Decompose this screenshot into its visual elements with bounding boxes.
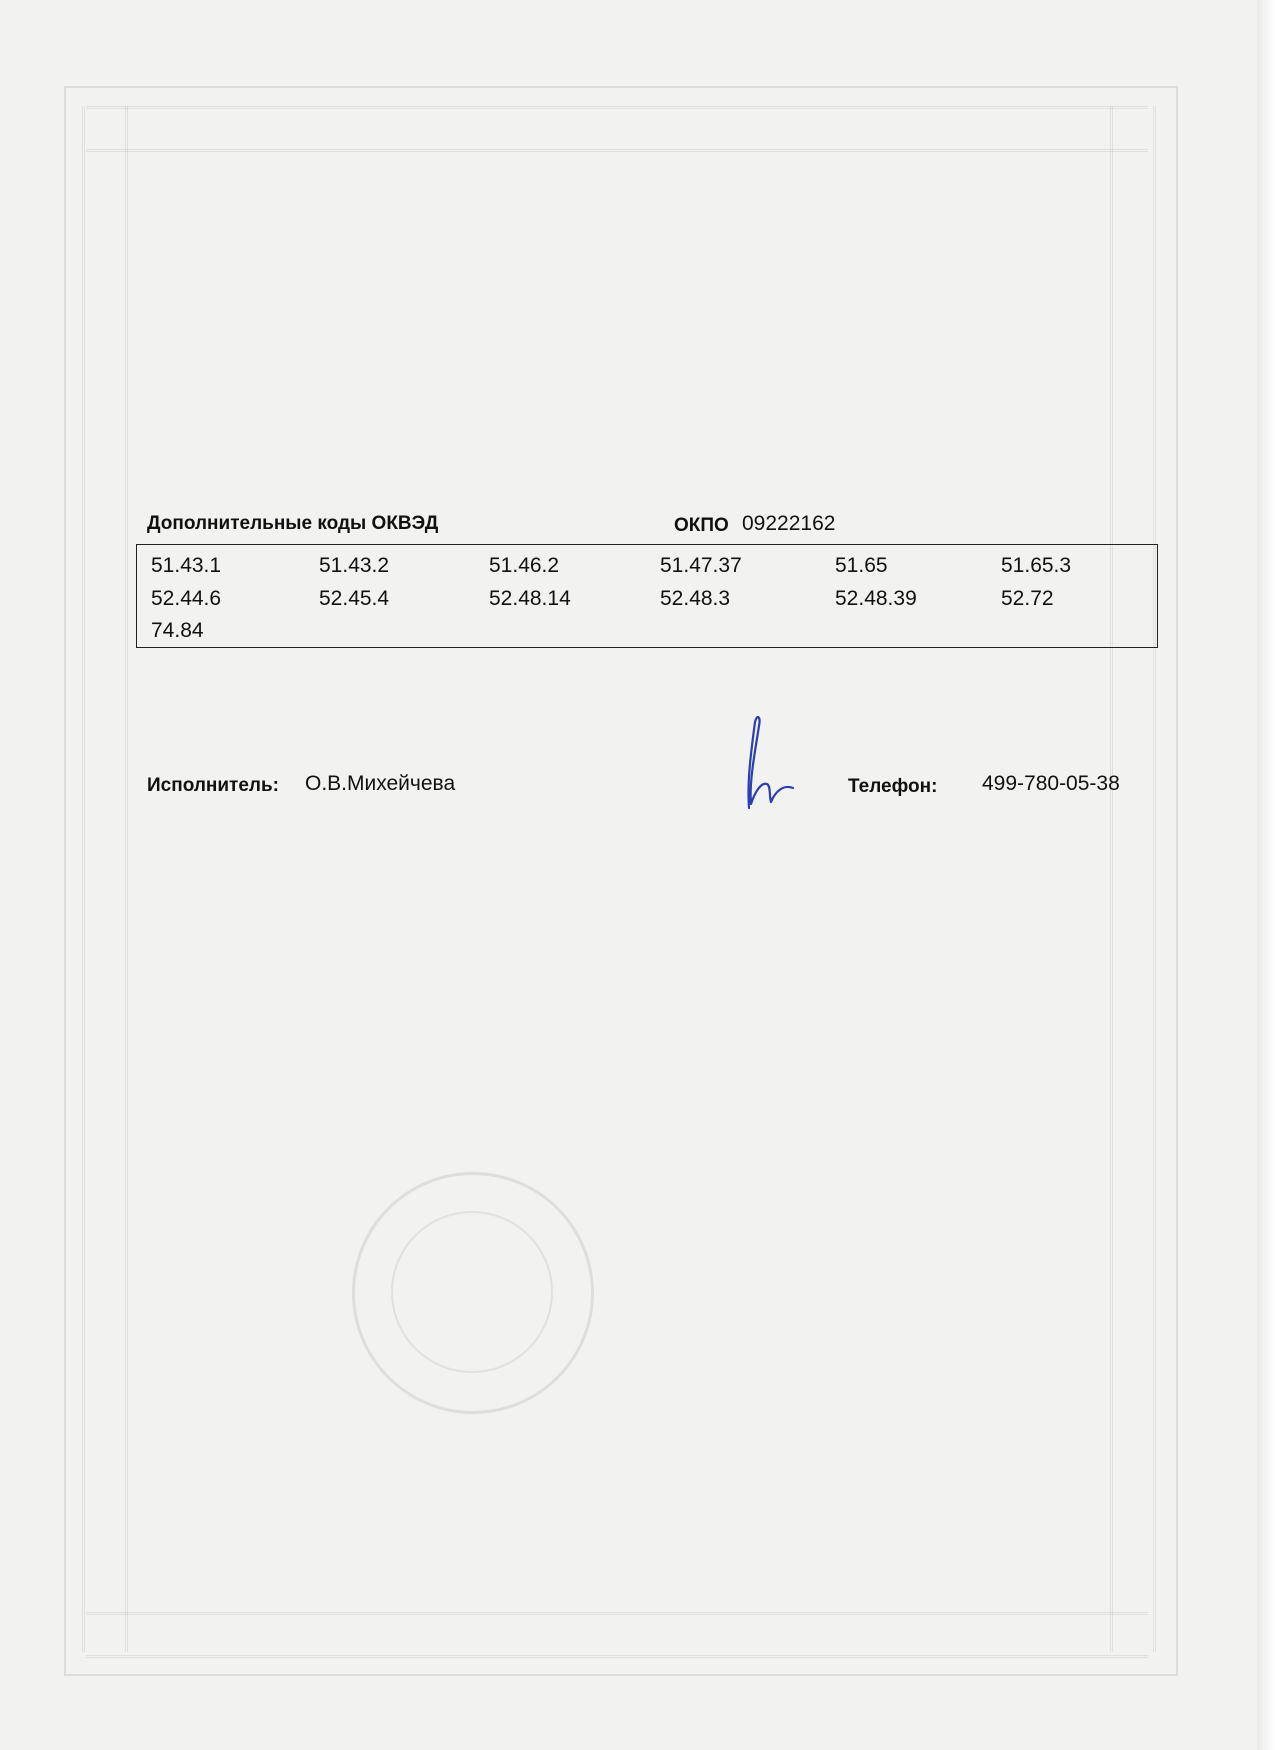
bleed-through-border-right [1110,106,1156,1652]
bleed-through-stamp [352,1172,594,1414]
bleed-through-border-top [86,106,1148,152]
okved-code: 51.46.2 [489,554,560,577]
okpo-label: ОКПО [674,515,729,536]
okved-code: 52.48.3 [660,587,731,610]
okved-code: 52.44.6 [151,587,222,610]
bleed-through-border-left [82,106,128,1652]
okved-code: 52.48.14 [489,587,571,610]
okved-code: 51.43.2 [319,554,390,577]
handwritten-signature [725,712,795,812]
okved-code: 51.47.37 [660,554,742,577]
executor-name: О.В.Михейчева [305,772,456,795]
okved-code: 74.84 [151,619,204,642]
phone-value: 499-780-05-38 [982,772,1120,795]
bleed-through-frame [64,86,1178,1676]
okved-code: 52.48.39 [835,587,917,610]
okved-code: 51.43.1 [151,554,222,577]
executor-label: Исполнитель: [147,775,280,796]
phone-label: Телефон: [848,776,938,797]
okved-codes-heading: Дополнительные коды ОКВЭД [147,513,439,534]
okpo-value: 09222162 [742,512,836,535]
okved-code: 51.65.3 [1001,554,1072,577]
scan-edge [1257,0,1275,1750]
okved-code: 52.72 [1001,587,1054,610]
okved-code: 51.65 [835,554,888,577]
bleed-through-border-bottom [86,1612,1148,1658]
okved-codes-table [136,544,1158,648]
okved-code: 52.45.4 [319,587,390,610]
